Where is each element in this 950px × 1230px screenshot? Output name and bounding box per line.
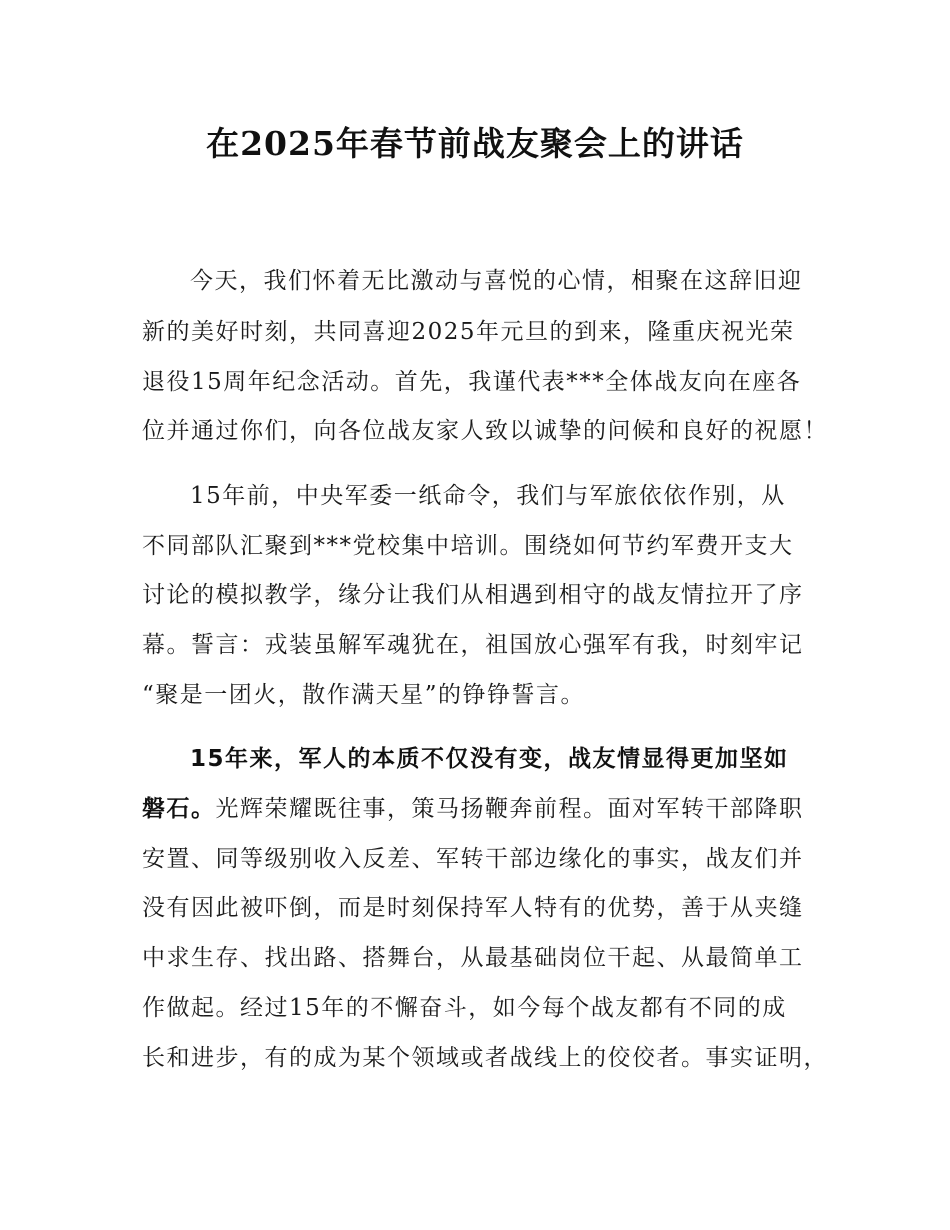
paragraph-1-line-3: 退役15周年纪念活动。首先，我谨代表***全体战友向在座各 — [142, 369, 802, 395]
paragraph-3-line-3: 安置、同等级别收入反差、军转干部边缘化的事实，战友们并 — [142, 846, 804, 872]
paragraph-1-line-1: 今天，我们怀着无比激动与喜悦的心情，相聚在这辞旧迎 — [190, 268, 803, 294]
paragraph-1-line-4: 位并通过你们，向各位战友家人致以诚挚的问候和良好的祝愿！ — [142, 418, 828, 444]
paragraph-2-line-2: 不同部队汇聚到***党校集中培训。围绕如何节约军费开支大 — [142, 533, 794, 559]
paragraph-3-line-6: 作做起。经过15年的不懈奋斗，如今每个战友都有不同的成 — [142, 995, 787, 1021]
paragraph-3-line-7: 长和进步，有的成为某个领域或者战线上的佼佼者。事实证明， — [142, 1045, 828, 1071]
paragraph-3-bold-start: 磐石。 — [142, 796, 216, 822]
paragraph-1-line-2: 新的美好时刻，共同喜迎2025年元旦的到来，隆重庆祝光荣 — [142, 319, 795, 345]
paragraph-2-line-5: “聚是一团火，散作满天星”的铮铮誓言。 — [142, 682, 586, 708]
document-title: 在2025年春节前战友聚会上的讲话 — [206, 124, 744, 163]
paragraph-2-line-3: 讨论的模拟教学，缘分让我们从相遇到相守的战友情拉开了序 — [142, 582, 804, 608]
paragraph-3-line-2-rest: 光辉荣耀既往事，策马扬鞭奔前程。面对军转干部降职 — [215, 796, 804, 822]
paragraph-3-bold-line: 15年来，军人的本质不仅没有变，战友情显得更加坚如 — [190, 746, 789, 772]
paragraph-3-line-2 — [142, 790, 804, 823]
paragraph-3-line-4: 没有因此被吓倒，而是时刻保持军人特有的优势，善于从夹缝 — [142, 895, 804, 921]
paragraph-2-line-1: 15年前，中央军委一纸命令，我们与军旅依依作别，从 — [190, 483, 786, 509]
paragraph-2-line-4: 幕。誓言：戎装虽解军魂犹在，祖国放心强军有我，时刻牢记 — [142, 632, 804, 658]
paragraph-3-line-5: 中求生存、找出路、搭舞台，从最基础岗位干起、从最简单工 — [142, 945, 804, 971]
